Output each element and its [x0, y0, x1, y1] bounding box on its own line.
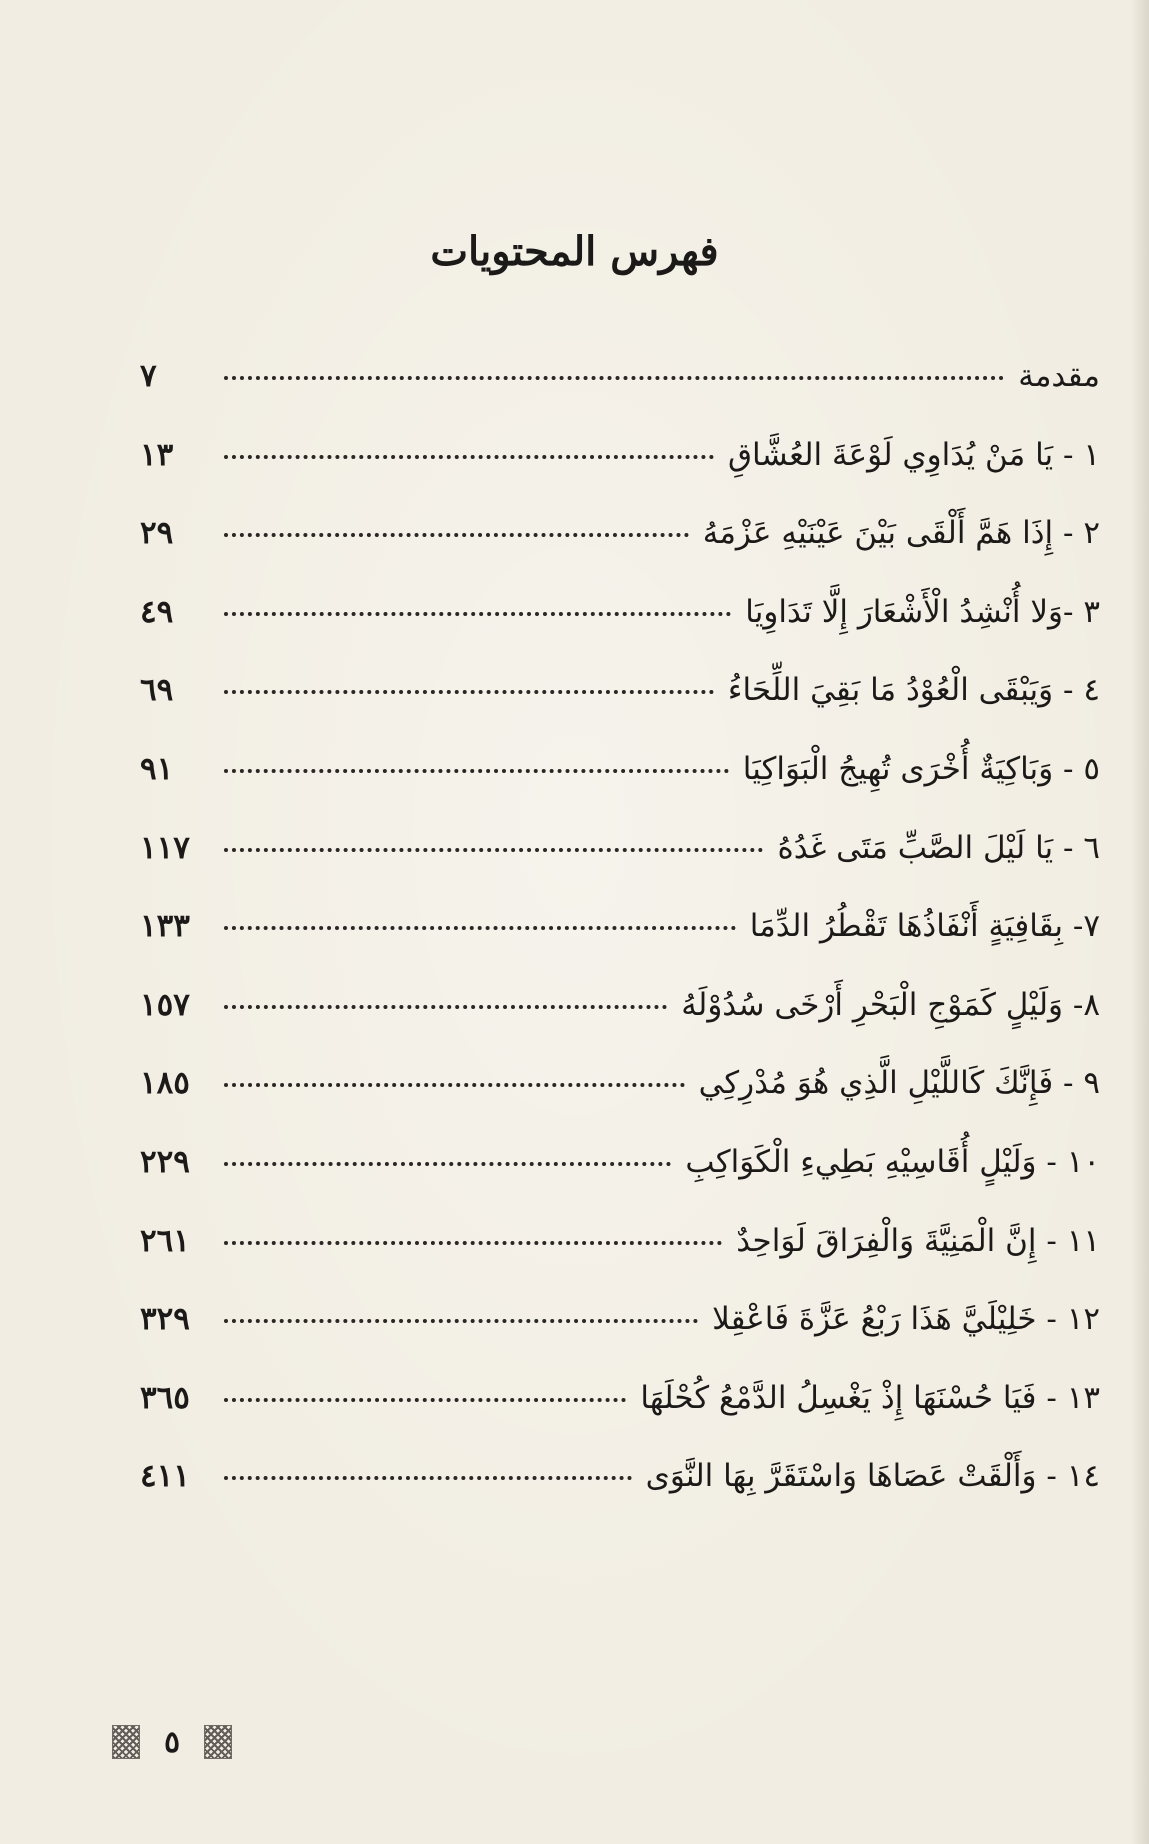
- toc-entry-title: ٥ - وَبَاكِيَةٌ أُخْرَى تُهِيجُ الْبَوَاكِيَا: [742, 750, 1100, 787]
- toc-leader-dots: [224, 1241, 722, 1245]
- toc-leader-dots: [224, 376, 1004, 380]
- ornament-icon: [112, 1725, 140, 1759]
- toc-leader-dots: [224, 1319, 698, 1323]
- ornament-icon: [204, 1725, 232, 1759]
- toc-entry: [140, 1144, 1100, 1223]
- toc-entry: [140, 1065, 1100, 1144]
- toc-leader-dots: [224, 848, 763, 852]
- toc-entry-page: ٣٦٥: [140, 1379, 190, 1416]
- table-of-contents: [140, 358, 1100, 1537]
- toc-entry-title: ٨- وَلَيْلٍ كَمَوْجِ الْبَحْرِ أَرْخَى سُدُوْلَهُ: [681, 986, 1100, 1023]
- toc-entry-page: ٤١١: [140, 1458, 190, 1495]
- toc-entry: [140, 830, 1100, 909]
- toc-entry-title: مقدمة: [1018, 358, 1100, 394]
- toc-leader-dots: [224, 1005, 667, 1009]
- toc-leader-dots: [224, 612, 731, 616]
- toc-entry-title: ١ - يَا مَنْ يُدَاوِي لَوْعَةَ العُشَّاقِ: [727, 436, 1100, 473]
- toc-leader-dots: [224, 1398, 626, 1402]
- toc-leader-dots: [224, 1162, 671, 1166]
- toc-leader-dots: [224, 455, 714, 459]
- page-number: ٥: [164, 1724, 181, 1760]
- toc-entry-title: ٤ - وَيَبْقَى الْعُوْدُ مَا بَقِيَ اللِّحَاءُ: [727, 672, 1100, 709]
- toc-entry: [140, 987, 1100, 1066]
- toc-entry: [140, 908, 1100, 987]
- toc-entry-title: ١١ - إِنَّ الْمَنِيَّةَ وَالْفِرَاقَ لَوَاحِدٌ: [736, 1222, 1100, 1259]
- page-title: فهرس المحتويات: [430, 228, 719, 275]
- toc-entry-page: ٢٩: [140, 515, 174, 552]
- toc-entry-page: ٣٢٩: [140, 1301, 190, 1338]
- toc-entry-page: ٤٩: [140, 593, 174, 630]
- toc-entry-page: ١١٧: [140, 829, 190, 866]
- toc-entry-page: ٧: [140, 358, 157, 394]
- toc-entry-title: ٣ -وَلا أُنْشِدُ الْأَشْعَارَ إِلَّا تَدَاوِيَا: [745, 593, 1100, 630]
- toc-entry-page: ١٨٥: [140, 1065, 190, 1102]
- toc-entry-page: ٩١: [140, 750, 174, 787]
- toc-entry: [140, 672, 1100, 751]
- toc-entry: [140, 594, 1100, 673]
- page-footer: [112, 1722, 232, 1762]
- toc-leader-dots: [224, 1083, 685, 1087]
- toc-entry: [140, 515, 1100, 594]
- toc-entry: [140, 1380, 1100, 1459]
- toc-leader-dots: [224, 533, 689, 537]
- toc-entry-page: ١٣: [140, 436, 174, 473]
- toc-entry: [140, 751, 1100, 830]
- toc-entry-title: ١٠ - وَلَيْلٍ أُقَاسِيْهِ بَطِيءِ الْكَوَاكِبِ: [685, 1143, 1100, 1180]
- toc-entry: [140, 1458, 1100, 1537]
- toc-entry: [140, 1301, 1100, 1380]
- toc-entry-title: ١٣ - فَيَا حُسْنَهَا إِذْ يَغْسِلُ الدَّمْعُ كُحْلَهَا: [640, 1379, 1100, 1416]
- page-edge-shadow: [1131, 0, 1149, 1844]
- toc-entry-title: ١٤ - وَأَلْقَتْ عَصَاهَا وَاسْتَقَرَّ بِهَا النَّوَى: [645, 1458, 1100, 1495]
- toc-entry-title: ١٢ - خَلِيْلَيَّ هَذَا رَبْعُ عَزَّةَ فَاعْقِلا: [712, 1301, 1100, 1338]
- toc-leader-dots: [224, 1476, 632, 1480]
- toc-entry-page: ٢٢٩: [140, 1143, 190, 1180]
- toc-entry-page: ١٣٣: [140, 908, 190, 945]
- toc-entry-title: ٢ - إِذَا هَمَّ أَلْقَى بَيْنَ عَيْنَيْهِ عَزْمَهُ: [702, 515, 1100, 552]
- toc-entry: [140, 1223, 1100, 1302]
- toc-entry: [140, 358, 1100, 437]
- toc-entry-title: ٩ - فَإِنَّكَ كَاللَّيْلِ الَّذِي هُوَ مُدْرِكِي: [698, 1065, 1100, 1102]
- toc-entry-page: ٦٩: [140, 672, 174, 709]
- toc-leader-dots: [224, 690, 714, 694]
- toc-entry-page: ٢٦١: [140, 1222, 190, 1259]
- toc-entry-page: ١٥٧: [140, 986, 190, 1023]
- toc-leader-dots: [224, 769, 729, 773]
- toc-entry-title: ٧- بِقَافِيَةٍ أَنْفَاذُهَا تَقْطُرُ الدِّمَا: [749, 908, 1100, 945]
- toc-entry: [140, 437, 1100, 516]
- toc-leader-dots: [224, 926, 736, 930]
- toc-entry-title: ٦ - يَا لَيْلَ الصَّبِّ مَتَى غَدُهُ: [777, 829, 1100, 866]
